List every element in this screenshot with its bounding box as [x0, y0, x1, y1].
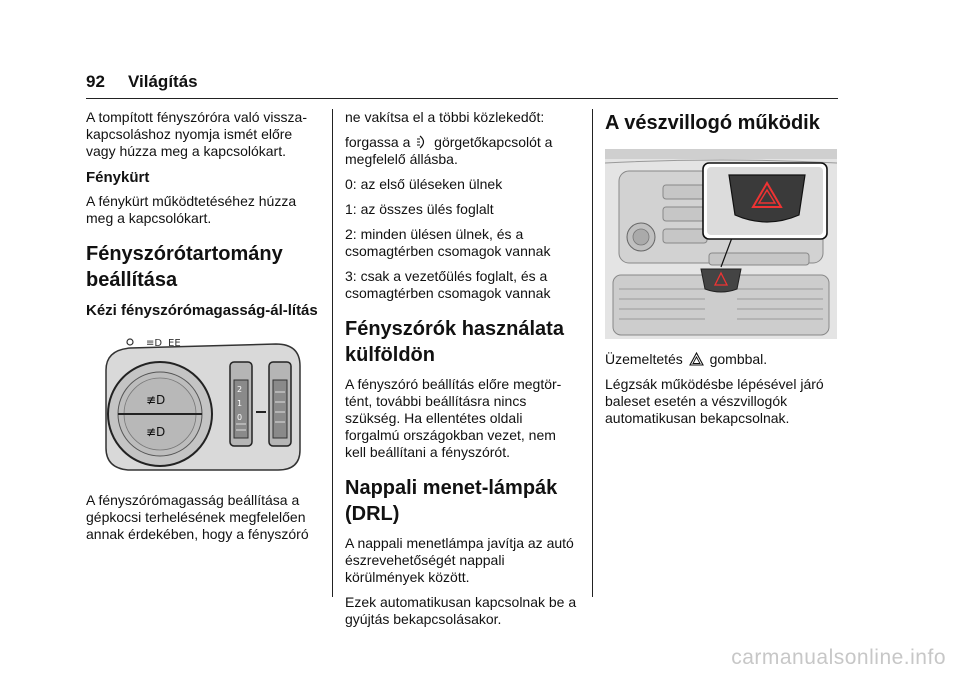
heading-hazard: A vészvillogó működik	[605, 112, 820, 134]
column-3	[605, 109, 837, 435]
page-header	[86, 72, 838, 99]
paragraph-headlight-flash: A fénykürt működtetéséhez húzza meg a kapcsolókart.	[86, 193, 297, 226]
paragraph-continued: ne vakítsa el a többi közlekedőt:	[345, 109, 545, 125]
paragraph-airbag: Légzsák működésbe lépésével járó baleset esetén a vészvillogók automatikusan bekapcsolnak.	[605, 376, 824, 426]
column-divider-right	[592, 109, 593, 597]
svg-text:≡D: ≡D	[146, 338, 163, 349]
operate-text-start: Üzemeltetés	[605, 351, 683, 367]
paragraph-position-0: 0: az első üléseken ülnek	[345, 176, 503, 192]
heading-headlight-flash: Fénykürt	[86, 169, 150, 186]
svg-text:0: 0	[237, 413, 243, 422]
svg-text:≢D: ≢D	[146, 393, 166, 407]
paragraph-turn-wheel	[345, 134, 577, 168]
hazard-warning-icon	[689, 352, 704, 366]
paragraph-drl-2: Ezek automatikusan kapcsolnak be a gyújtás bekapcsolásakor.	[345, 594, 577, 627]
paragraph-operate	[605, 351, 837, 368]
svg-text:2: 2	[237, 385, 243, 394]
paragraph-dimmed-beam: A tompított fényszóróra való vissza-kapcsoláshoz nyomja ismét előre vagy húzza meg a kapcsolókart.	[86, 109, 307, 159]
column-divider-left	[332, 109, 333, 597]
paragraph-position-3: 3: csak a vezetőülés foglalt, és a csomagtérben csomagok vannak	[345, 268, 551, 301]
operate-text-end: gombbal.	[709, 351, 768, 367]
section-title: Világítás	[128, 72, 198, 91]
heading-drl: Nappali menet-lámpák (DRL)	[345, 477, 558, 525]
column-2	[345, 109, 577, 636]
light-switch-figure	[86, 332, 318, 482]
page-number: 92	[86, 72, 105, 91]
heading-abroad: Fényszórók használata külföldön	[345, 318, 564, 366]
paragraph-range-caption: A fényszórómagasság beállítása a gépkocsi terhelésének megfelelően annak érdekében, hogy a fényszóró	[86, 492, 309, 542]
paragraph-position-2: 2: minden ülésen ülnek, és a csomagtérben csomagok vannak	[345, 226, 551, 259]
paragraph-drl-1: A nappali menetlámpa javítja az autó észrevehetőségét nappali körülmények között.	[345, 535, 574, 585]
svg-text:≢D: ≢D	[146, 425, 166, 439]
headlamp-range-icon	[416, 135, 428, 149]
turn-wheel-text-end: görgetőkapcsolót a megfelelő állásba.	[345, 134, 553, 167]
paragraph-abroad: A fényszóró beállítás előre megtör-tént, további beállításra nincs szükség. Ha ellentétes oldali forgalmú országokban vezet, nem kell beállítani a fényszórót.	[345, 376, 562, 460]
svg-text:1: 1	[237, 399, 243, 408]
column-1	[86, 109, 318, 551]
turn-wheel-text-start: forgassa a	[345, 134, 411, 150]
svg-text:EE: EE	[168, 338, 181, 349]
watermark: carmanualsonline.info	[731, 646, 946, 669]
hazard-button-figure	[605, 149, 837, 339]
paragraph-position-1: 1: az összes ülés foglalt	[345, 201, 494, 217]
heading-manual-range: Kézi fényszórómagasság-ál-lítás	[86, 302, 318, 319]
heading-headlight-range: Fényszórótartomány beállítása	[86, 243, 283, 291]
